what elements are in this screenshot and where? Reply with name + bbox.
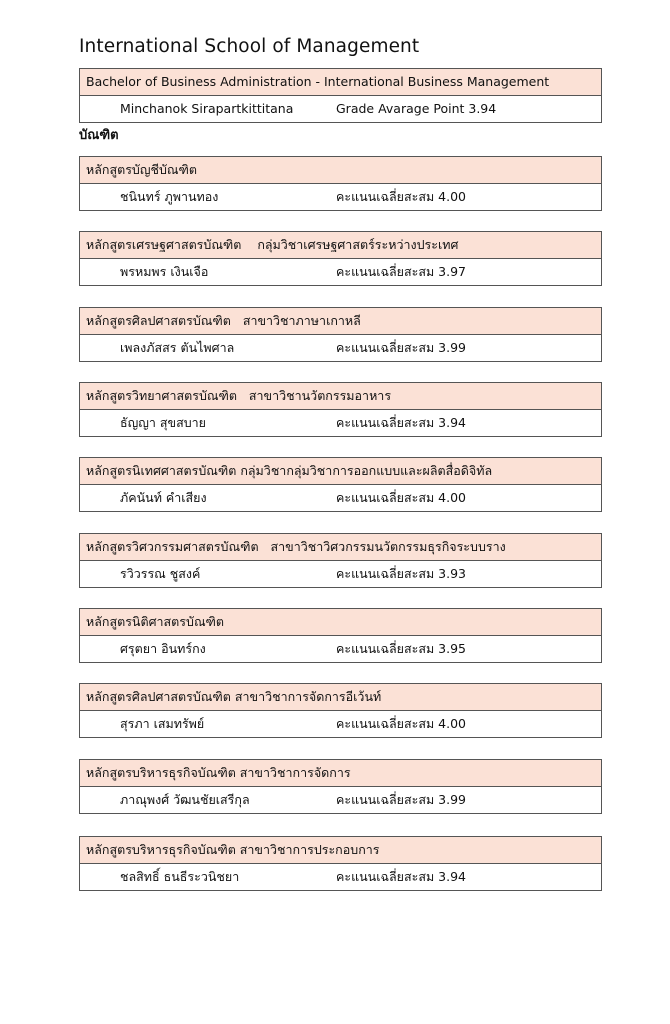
student-name: ชลสิทธิ์ ธนธีระวนิชยา xyxy=(120,869,240,884)
entry-table xyxy=(79,836,602,891)
entry-table xyxy=(79,156,602,211)
entry-table xyxy=(79,608,602,663)
entry-table xyxy=(79,533,602,588)
gpa-value: คะแนนเฉลี่ยสะสม 3.94 xyxy=(336,415,467,430)
entry-row xyxy=(80,485,601,511)
entry-row xyxy=(80,864,601,890)
page-title: International School of Management xyxy=(79,36,420,57)
student-name: ภัคนันท์ คำเสียง xyxy=(120,490,207,505)
student-name: Minchanok Sirapartkittitana xyxy=(120,101,294,116)
entry-table xyxy=(79,683,602,738)
entry-table xyxy=(79,307,602,362)
program-table xyxy=(79,68,602,123)
student-name: ชนินทร์ ภูพานทอง xyxy=(120,189,219,204)
gpa-value: คะแนนเฉลี่ยสะสม 3.99 xyxy=(336,792,467,807)
entry-heading: หลักสูตรนิเทศศาสตรบัณฑิต กลุ่มวิชากลุ่มวิชาการออกแบบและผลิตสื่อดิจิทัล xyxy=(80,458,601,485)
entry-row xyxy=(80,636,601,662)
entry-table xyxy=(79,457,602,512)
entry-row xyxy=(80,410,601,436)
student-name: พรหมพร เงินเจือ xyxy=(120,264,209,279)
student-name: ศรุตยา อินทร์กง xyxy=(120,641,206,656)
entry-heading: หลักสูตรศิลปศาสตรบัณฑิต สาขาวิชาภาษาเกาหลี xyxy=(80,308,601,335)
gpa-value: คะแนนเฉลี่ยสะสม 3.95 xyxy=(336,641,467,656)
entry-heading: หลักสูตรบัญชีบัณฑิต xyxy=(80,157,601,184)
entry-heading: หลักสูตรวิศวกรรมศาสตรบัณฑิต สาขาวิชาวิศวกรรมนวัตกรรมธุรกิจระบบราง xyxy=(80,534,601,561)
entry-row xyxy=(80,711,601,737)
student-name: รวิวรรณ ชูสงค์ xyxy=(120,566,201,581)
student-name: เพลงภัสสร ตันไพศาล xyxy=(120,340,235,355)
program-row xyxy=(80,96,601,122)
gpa-value: คะแนนเฉลี่ยสะสม 3.93 xyxy=(336,566,467,581)
gpa-value: คะแนนเฉลี่ยสะสม 4.00 xyxy=(336,189,467,204)
gpa-value: Grade Avarage Point 3.94 xyxy=(336,101,497,116)
gpa-value: คะแนนเฉลี่ยสะสม 3.97 xyxy=(336,264,467,279)
entry-row xyxy=(80,335,601,361)
gpa-value: คะแนนเฉลี่ยสะสม 3.99 xyxy=(336,340,467,355)
entry-heading: หลักสูตรบริหารธุรกิจบัณฑิต สาขาวิชาการจัดการ xyxy=(80,760,601,787)
entry-heading: หลักสูตรวิทยาศาสตรบัณฑิต สาขาวิชานวัตกรรมอาหาร xyxy=(80,383,601,410)
entry-table xyxy=(79,382,602,437)
entry-heading: หลักสูตรนิติศาสตรบัณฑิต xyxy=(80,609,601,636)
entry-row xyxy=(80,561,601,587)
gpa-value: คะแนนเฉลี่ยสะสม 4.00 xyxy=(336,490,467,505)
entry-table xyxy=(79,759,602,814)
entry-table xyxy=(79,231,602,286)
entry-heading: หลักสูตรศิลปศาสตรบัณฑิต สาขาวิชาการจัดการอีเว้นท์ xyxy=(80,684,601,711)
section-label: บัณฑิต xyxy=(79,128,119,143)
entry-row xyxy=(80,259,601,285)
entry-heading: หลักสูตรเศรษฐศาสตรบัณฑิต กลุ่มวิชาเศรษฐศาสตร์ระหว่างประเทศ xyxy=(80,232,601,259)
student-name: ภาณุพงศ์ วัฒนชัยเสรีกุล xyxy=(120,792,250,807)
program-heading: Bachelor of Business Administration - International Business Management xyxy=(80,69,601,96)
gpa-value: คะแนนเฉลี่ยสะสม 4.00 xyxy=(336,716,467,731)
student-name: ธัญญา สุขสบาย xyxy=(120,415,207,430)
gpa-value: คะแนนเฉลี่ยสะสม 3.94 xyxy=(336,869,467,884)
entry-heading: หลักสูตรบริหารธุรกิจบัณฑิต สาขาวิชาการประกอบการ xyxy=(80,837,601,864)
entry-row xyxy=(80,184,601,210)
student-name: สุรภา เสมทรัพย์ xyxy=(120,716,205,731)
entry-row xyxy=(80,787,601,813)
